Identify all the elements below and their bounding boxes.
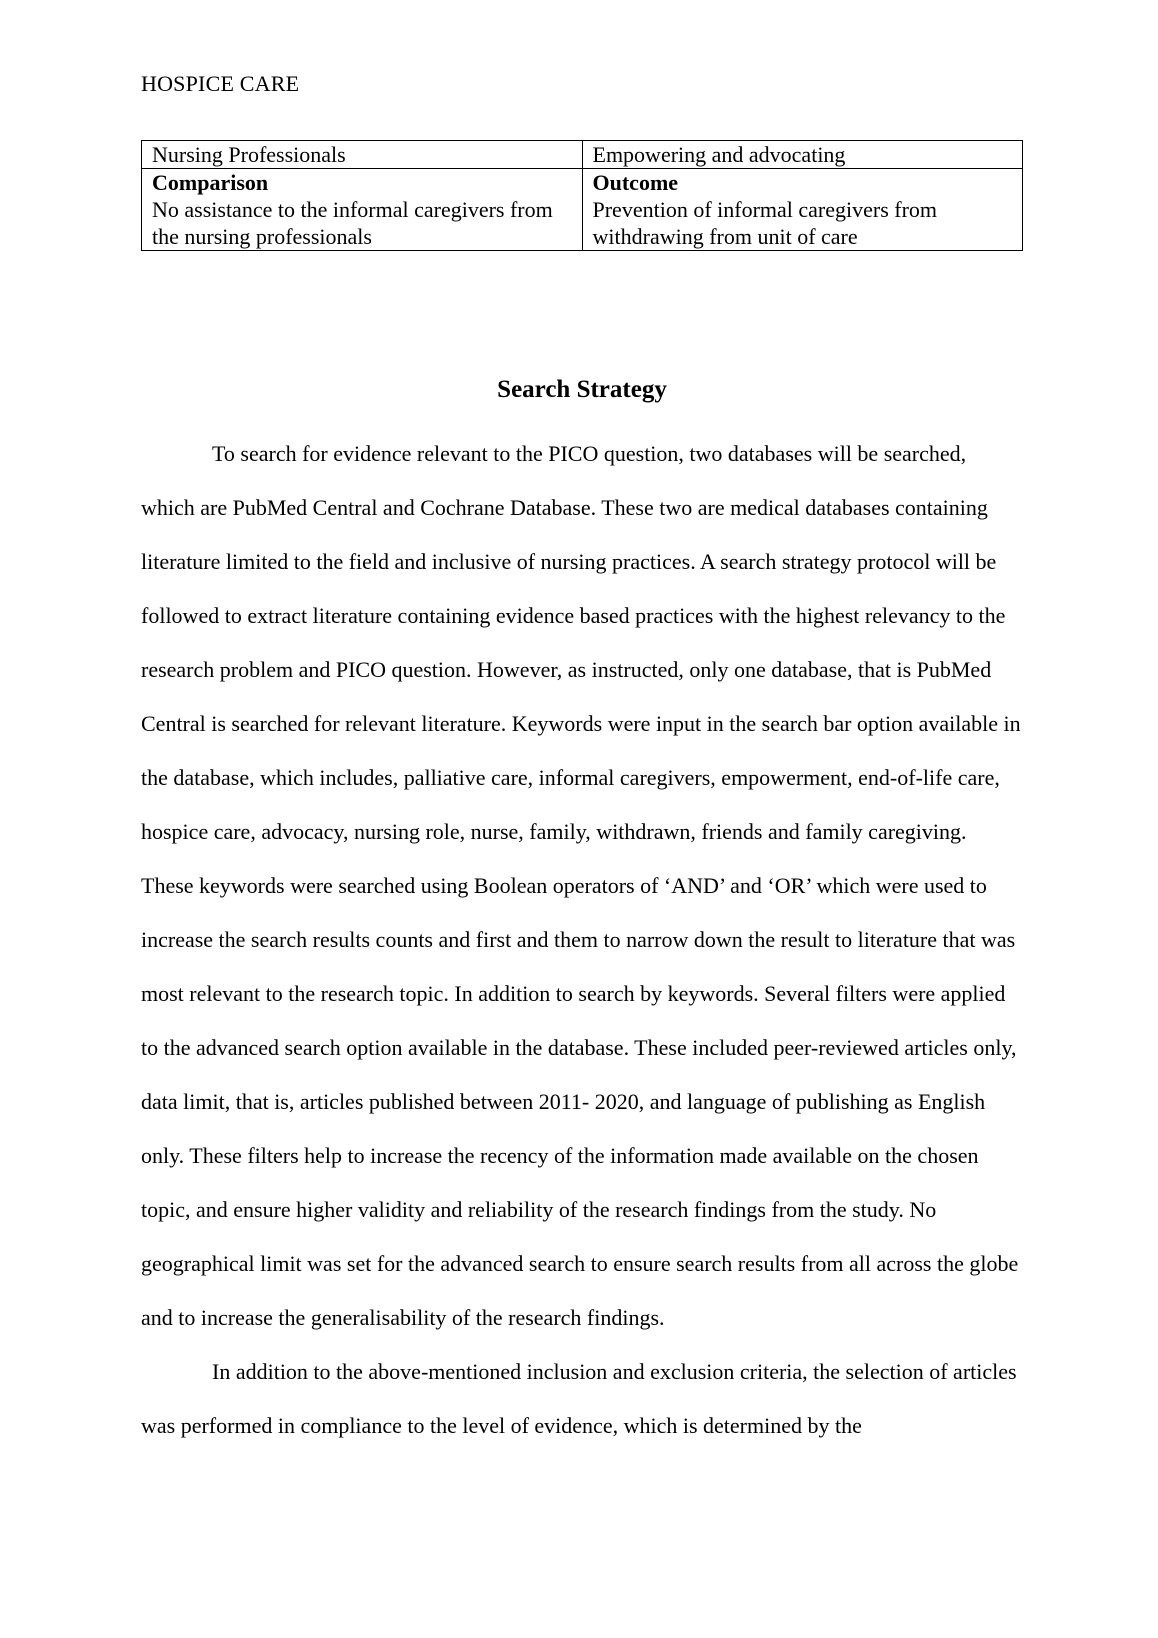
running-head: HOSPICE CARE: [141, 71, 300, 96]
paragraph: In addition to the above-mentioned inclusion and exclusion criteria, the selection of articles was performed in compliance to the level of evidence, which is determined by the: [141, 1359, 1017, 1438]
section-body: [141, 427, 1023, 1453]
table-cell-outcome: [582, 169, 1023, 251]
section-title: Search Strategy: [497, 376, 667, 403]
table-row: [142, 169, 1023, 251]
table-cell-intervention-group: [142, 141, 583, 169]
table-cell-comparison: [142, 169, 583, 251]
cell-text: Nursing Professionals: [152, 142, 346, 167]
table-row: [142, 141, 1023, 169]
paragraph: To search for evidence relevant to the PICO question, two databases will be searched, which are PubMed Central and Cochrane Database. These two are medical databases containing literature limited to the field and inclusive of nursing practices. A search strategy protocol will be followed to extract literature containing evidence based practices with the highest relevancy to the research problem and PICO question. However, as instructed, only one database, that is PubMed Central is searched for relevant literature. Keywords were input in the search bar option available in the database, which includes, palliative care, informal caregivers, empowerment, end-of-life care, hospice care, advocacy, nursing role, nurse, family, withdrawn, friends and family caregiving. These keywords were searched using Boolean operators of ‘AND’ and ‘OR’ which were used to increase the search results counts and first and them to narrow down the result to literature that was most relevant to the research topic. In addition to search by keywords. Several filters were applied to the advanced search option available in the database. These included peer-reviewed articles only, data limit, that is, articles published between 2011- 2020, and language of publishing as English only. These filters help to increase the recency of the information made available on the chosen topic, and ensure higher validity and reliability of the research findings from the study. No geographical limit was set for the advanced search to ensure search results from all across the globe and to increase the generalisability of the research findings.: [141, 441, 1021, 1330]
pico-table: [141, 140, 1023, 251]
comparison-heading: Comparison: [152, 170, 269, 195]
outcome-text: Prevention of informal caregivers from withdrawing from unit of care: [592, 197, 938, 249]
table-cell-intervention: [582, 141, 1023, 169]
outcome-heading: Outcome: [592, 170, 679, 195]
comparison-text: No assistance to the informal caregivers from the nursing professionals: [152, 197, 553, 249]
cell-text: Empowering and advocating: [592, 142, 846, 167]
